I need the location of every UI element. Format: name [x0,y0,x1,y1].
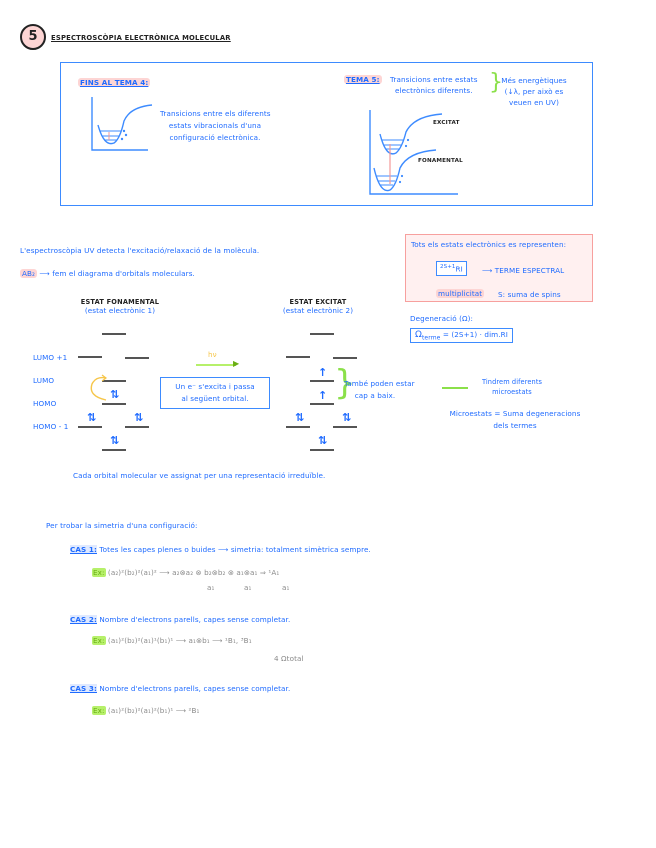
microstates-note: Tindrem diferents microestats [481,378,543,396]
curve-label-excited: EXCITAT [433,120,460,126]
excitation-note-box: Un e⁻ s'excita i passa al següent orbital. [160,377,270,409]
spin-sum-label: S: suma de spins [498,290,561,299]
excitation-curved-arrow-icon [88,374,110,402]
case-2-under: 4 Ωtotal [274,654,304,663]
case-1-under-1: a₁ [207,583,215,592]
electron-pair-icon: ⇅ [295,411,305,424]
term-arrow-label: ⟶ TERME ESPECTRAL [482,266,565,275]
case-3-text: CAS 3: Nombre d'electrons parells, capes sense completar. [70,684,291,693]
chapter-number: 5 [28,29,38,44]
electron-pair-icon: ⇅ [110,434,120,447]
chapter-number-badge [20,24,46,50]
case-1-example: Ex: (a₂)²(b₂)²(a₁)² ⟶ a₂⊗a₂ ⊗ b₂⊗b₂ ⊗ a₁⊗a₁ ⇒ ¹A₁ [93,568,280,577]
case-3-example: Ex: (a₁)²(b₂)²(a₁)²(b₁)¹ ⟶ ²B₁ [93,706,200,715]
case-1-under-3: a₁ [282,583,290,592]
level-label-homo: HOMO [33,399,57,408]
potential-well-diagram-icon [88,95,158,155]
spin-down-note: També poden estar cap a baix. [344,379,415,400]
multiplicity-label: multiplicitat [438,289,483,298]
green-brace-icon: } [489,70,503,95]
intro-right-side-note: Més energètiques (↓λ, per això es veuen en UV) [501,76,567,107]
term-symbol-box: $^{2S+1}$RI [436,261,467,276]
case-2-text: CAS 2: Nombre d'electrons parells, capes sense completar. [70,615,291,624]
electron-pair-icon: ⇅ [110,388,120,401]
green-brace-icon: } [334,363,356,403]
electron-pair-icon: ⇅ [318,434,328,447]
states-box-title: Tots els estats electrònics es representen: [411,240,567,249]
ab2-line: AB₂ ⟶ fem el diagrama d'orbitals moleculars. [22,269,195,278]
photon-label: hν [208,350,217,359]
electron-up-icon: ↑ [318,389,328,402]
case-2-example: Ex: (a₁)²(b₂)²(a₁)¹(b₁)¹ ⟶ a₁⊗b₁ ⟶ ¹B₁, ³B₁ [93,636,252,645]
mo-assignment-note: Cada orbital molecular ve assignat per una representació irreduïble. [73,471,326,480]
level-label-lumo-plus-1: LUMO +1 [33,353,68,362]
symmetry-intro: Per trobar la simetria d'una configuració: [46,521,198,530]
uv-detection-note: L'espectroscòpia UV detecta l'excitació/relaxació de la molècula. [20,246,260,255]
level-label-homo-minus-1: HOMO - 1 [33,422,69,431]
microstates-definition: Microestats = Suma degeneracions dels termes [449,409,581,430]
electron-pair-icon: ⇅ [87,411,97,424]
level-label-lumo: LUMO [33,376,55,385]
degeneracy-label: Degeneració (Ω): [410,314,474,323]
case-1-under-2: a₁ [244,583,252,592]
ground-state-heading: ESTAT FONAMENTAL (estat electrònic 1) [80,298,160,315]
green-arrow-icon [442,387,468,389]
intro-right-heading: TEMA 5: [346,75,380,84]
intro-right-text: Transicions entre estats electrònics diferents. [390,75,478,95]
intro-left-text: Transicions entre els diferents estats vibracionals d'una configuració electrònica. [160,109,271,142]
electron-up-icon: ↑ [318,366,328,379]
photon-arrow-icon [196,364,236,366]
page-title: ESPECTROSCÒPIA ELECTRÒNICA MOLECULAR [51,34,231,42]
electron-pair-icon: ⇅ [134,411,144,424]
photon-arrowhead-icon: ▶ [233,359,240,368]
curve-label-ground: FONAMENTAL [418,158,463,164]
electron-pair-icon: ⇅ [342,411,352,424]
case-1-text: CAS 1: Totes les capes plenes o buides ⟶ simetria: totalment simètrica sempre. [70,545,371,554]
intro-left-heading: FINS AL TEMA 4: [80,78,149,87]
degeneracy-formula-box: $\Omega_{terme} = (2S+1) \cdot dim.RI$ [410,328,513,343]
excited-state-heading: ESTAT EXCITAT (estat electrònic 2) [282,298,354,315]
